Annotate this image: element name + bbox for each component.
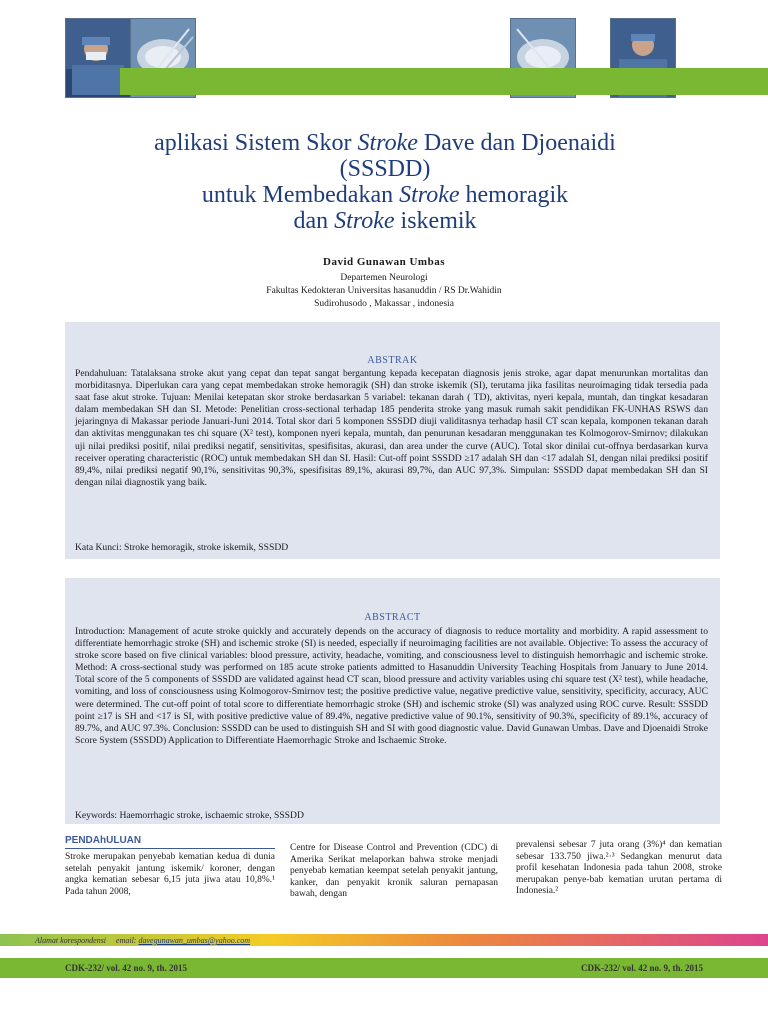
abstract-box <box>65 578 720 824</box>
author-block <box>0 256 768 311</box>
title-line-2: (SSSDD) <box>339 156 431 182</box>
title-line-1: aplikasi Sistem Skor Stroke Dave dan Djoenaidi <box>154 130 616 156</box>
correspondence-label: Alamat korespondensi <box>35 936 107 945</box>
journal-issue-label-left: CDK-232/ vol. 42 no. 9, th. 2015 <box>65 963 188 973</box>
author-city: Sudirohusodo , Makassar , indonesia <box>314 299 454 309</box>
body-column-2: Centre for Disease Control and Prevention (CDC) di Amerika Serikat melaporkan bahwa stroke menjadi penyebab kematian keempat setelah penyakit jantung, kanker, dan penyakit kronik saluran pernapasan bawah, dengan <box>290 843 498 900</box>
correspondence-note <box>35 936 250 945</box>
body-column-3: prevalensi sebesar 7 juta orang (3%)⁴ dan kematian sebesar 133.750 jiwa.²·³ Sedangkan menurut data profil kesehatan Indonesia pada tahun 2008, stroke merupakan penye-bab kematian urutan pertama di Indonesia.² <box>516 840 722 897</box>
abstract-heading: ABSTRACT <box>364 612 421 623</box>
journal-issue-label-right: CDK-232/ vol. 42 no. 9, th. 2015 <box>580 963 703 973</box>
abstrak-box <box>65 322 720 559</box>
title-line-4: dan Stroke iskemik <box>293 208 477 234</box>
abstrak-body: Pendahuluan: Tatalaksana stroke akut yang cepat dan tepat sangat bergantung kepada kecepatan diagnosis jenis stroke, agar dapat menurunkan mortalitas dan morbiditasnya. Diperlukan cara yang cepat membedakan stroke hemoragik (SH) dan stroke iskemik (SI), terutama jika fasilitas neuroimaging tidak tersedia pada saat fase akut stroke. Tujuan: Menilai ketepatan skor stroke berdasarkan 5 variabel: tekanan darah ( TD), aktivitas, nyeri kepala, muntah, dan tingkat kesadaran dalam membedakan SH dan SI. Metode: Penelitian cross-sectional terhadap 185 penderita stroke yang masuk rumah sakit pendidikan FK-UNHAS RSWS dan jejaringnya di Makassar periode Januari-Juni 2014. Total skor dari 5 komponen SSSDD diuji validitasnya terhadap hasil CT scan kepala, komponen tekanan darah dan aktivitas menggunakan tes chi square (X² test), komponen nyeri kepala, muntah, dan penurunan kesadaran menggunakan tes Kolmogorov-Smirnov; dilakukan uji nilai prediksi positif, nilai prediksi negatif, sensitivitas, spesifisitas, akurasi, dan area under the curve (AUC). Total skor dinilai cut-offnya berdasarkan kurva receiver operating characteristic (ROC) untuk membedakan SH dan SI. Hasil: Cut-off point SSSDD ≥17 adalah SH dan <17 adalah SI, dengan nilai prediksi positif 89,4%, nilai prediksi negatif 90,1%, sensitivitas 90,3%, spesifisitas 89,1%, akurasi 89,7%, dan AUC 97,3%. Simpulan: SSSDD dapat membedakan SH dan SI dengan nilai diagnostik yang baik. <box>75 368 708 488</box>
header-accent-bar <box>120 68 768 95</box>
author-name: David Gunawan Umbas <box>323 256 445 268</box>
abstrak-heading: ABSTRAK <box>367 355 418 366</box>
correspondence-email-link[interactable]: davegunawan_umbas@yahoo.com <box>138 936 251 945</box>
section-divider <box>65 848 275 849</box>
abstract-keywords: Keywords: Haemorrhagic stroke, ischaemic stroke, SSSDD <box>75 810 304 821</box>
section-heading-introduction: PENDAhULUAN <box>65 835 142 846</box>
author-department: Departemen Neurologi <box>340 273 428 283</box>
abstrak-keywords: Kata Kunci: Stroke hemoragik, stroke iskemik, SSSDD <box>75 542 289 553</box>
email-label: email: <box>116 936 137 945</box>
abstract-body: Introduction: Management of acute stroke quickly and accurately depends on the accuracy of diagnosis to reduce mortality and morbidity. A rapid assessment to differentiate hemorrhagic stroke (SH) and ischemic stroke (SI) is needed, especially if neuroimaging facilities are not available. Objective: To assess the accuracy of stroke score based on five clinical variables: blood pressure, activity, headache, vomiting, and consciousness level to distinguish hemorrhagic and ischemic stroke. Method: A cross-sectional study was performed on 185 acute stroke patients admitted to Hasanuddin University Teaching Hospitals from January to June 2014. Total score of the 5 components of SSSDD are validated against head CT scan, blood pressure and activity variables using chi square test (X² test), while headache, vomiting, and loss of consciousness using Kolmogorov-Smirnov test; the positive predictive value, negative predictive value, sensitivity, specificity, accuracy, AUC were determined. The cut-off point of total score to differentiate hemorrhagic stroke (SH) and ischemic stroke (SI) was analyzed using ROC curve. Result: SSSDD point ≥17 is SH and <17 is SI, with positive predictive value of 89.4%, negative predictive value of 90.1%, sensitivity of 90.3%, specificity of 89.1%, accuracy of 89.7%, and AUC 97.3%. Conclusion: SSSDD can be used to distinguish SH and SI with good diagnostic value. David Gunawan Umbas. Dave and Djoenaidi Stroke Score System (SSSDD) Application to Differentiate Haemorrhagic Stroke and Ischaemic Stroke. <box>75 626 708 746</box>
article-title <box>60 130 710 234</box>
author-affiliation: Fakultas Kedokteran Universitas hasanuddin / RS Dr.Wahidin <box>266 286 502 296</box>
title-line-3: untuk Membedakan Stroke hemoragik <box>201 182 569 208</box>
body-column-1: Stroke merupakan penyebab kematian kedua di dunia setelah penyakit jantung iskemik/ koroner, dengan angka kematian sebesar 6,15 juta jiwa atau 10,8%.¹ Pada tahun 2008, <box>65 852 275 897</box>
